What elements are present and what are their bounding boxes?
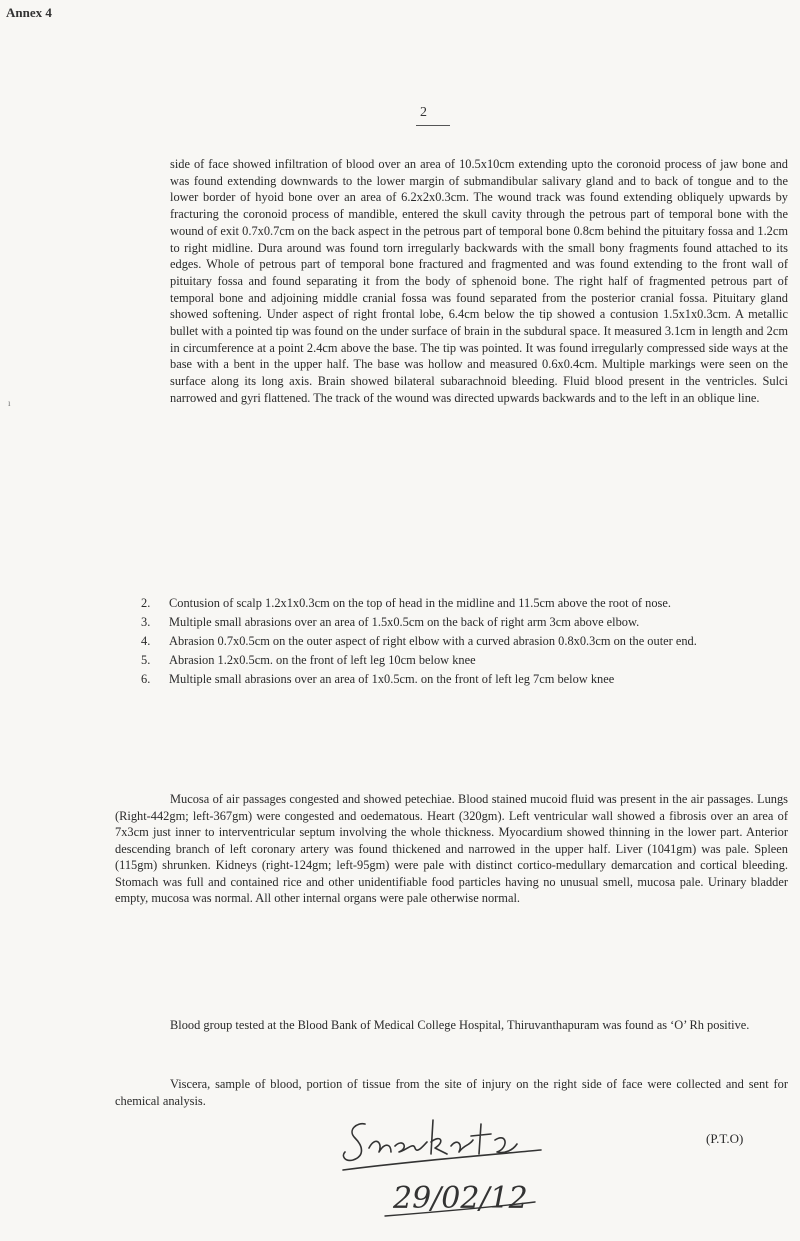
list-item xyxy=(141,595,788,612)
list-text: Multiple small abrasions over an area of 1.5x0.5cm on the back of right arm 3cm above elbow. xyxy=(169,615,640,629)
blood-group-paragraph: Blood group tested at the Blood Bank of Medical College Hospital, Thiruvanthapuram was found as ‘O’ Rh positive. xyxy=(170,1018,750,1032)
list-text: Abrasion 1.2x0.5cm. on the front of left leg 10cm below knee xyxy=(169,653,476,667)
viscera-paragraph: Viscera, sample of blood, portion of tissue from the site of injury on the right side of face were collected and sent for chemical analysis. xyxy=(115,1077,788,1108)
list-item xyxy=(141,671,788,688)
list-text: Multiple small abrasions over an area of 1x0.5cm. on the front of left leg 7cm below knee xyxy=(169,672,615,686)
margin-mark: ı xyxy=(8,398,11,408)
injury-list xyxy=(141,595,788,690)
list-text: Contusion of scalp 1.2x1x0.3cm on the top of head in the midline and 11.5cm above the root of nose. xyxy=(169,596,671,610)
list-item xyxy=(141,633,788,650)
list-number: 5. xyxy=(141,653,151,667)
list-item xyxy=(141,614,788,631)
annex-label: Annex 4 xyxy=(6,5,52,20)
list-number: 4. xyxy=(141,634,151,648)
organs-paragraph: Mucosa of air passages congested and showed petechiae. Blood stained mucoid fluid was present in the air passages. Lungs (Right-442gm; left-367gm) were congested and oedematous. Heart (320gm). Left ventricular wall showed a fibrosis over an area of 7x3cm just inner to interventricular septum involving the whole thickness. Myocardium showed thinning in the lower part. Anterior descending branch of left coronary artery was found thickened and narrowed in the upper half. Liver (1041gm) was pale. Spleen (115gm) shrunken. Kidneys (right-124gm; left-95gm) were pale with distinct cortico-medullary demarcation and cortical bleeding. Stomach was full and contained rice and other unidentifiable food particles having no unusual smell, mucosa pale. Urinary bladder empty, mucosa was normal. All other internal organs were pale otherwise normal. xyxy=(115,792,788,905)
list-number: 6. xyxy=(141,672,151,686)
signature-date: 29/02/12 xyxy=(393,1181,528,1216)
page-number: 2 xyxy=(420,105,427,120)
list-item xyxy=(141,652,788,669)
continuation-paragraph: side of face showed infiltration of blood over an area of 10.5x10cm extending upto the coronoid process of jaw bone and was found extending downwards to the lower margin of submandibular salivary gland and to back of tongue and to the lower border of hyoid bone over an area of 6.2x2x0.3cm. The wound track was found extending obliquely upwards by fracturing the coronoid process of mandible, entered the skull cavity through the petrous part of temporal bone with the wound of exit 0.7x0.7cm on the back aspect in the petrous part of temporal bone 0.8cm behind the pituitary fossa and 1.2cm to right midline. Dura around was found torn irregularly backwards with the small bony fragments found attached to its edges. Whole of petrous part of temporal bone fractured and fragmented and was found extending to the front wall of pituitary fossa and found separating it from the body of sphenoid bone. The right half of fragmented petrous part of temporal bone and adjoining middle cranial fossa was found separated from the posterior cranial fossa. Pituitary gland showed softening. Under aspect of right frontal lobe, 6.4cm below the tip showed a contusion 1.5x1x0.3cm. A metallic bullet with a pointed tip was found on the under surface of brain in the subdural space. It measured 3.1cm in length and 2cm in circumference at a point 2.4cm above the base. The tip was pointed. It was found irregularly compressed side ways at the base with a bent in the upper half. The base was hollow and measured 0.6x0.4cm. Multiple markings were seen on the surface along its long axis. Brain showed bilateral subarachnoid bleeding. Fluid blood present in the ventricles. Sulci narrowed and gyri flattened. The track of the wound was directed upwards backwards and to the left in an oblique line. xyxy=(170,157,788,405)
handwritten-signature xyxy=(335,1112,550,1224)
list-number: 2. xyxy=(141,596,151,610)
list-text: Abrasion 0.7x0.5cm on the outer aspect of right elbow with a curved abrasion 0.8x0.3cm on the outer end. xyxy=(169,634,697,648)
list-number: 3. xyxy=(141,615,151,629)
pto-label: (P.T.O) xyxy=(706,1131,744,1146)
